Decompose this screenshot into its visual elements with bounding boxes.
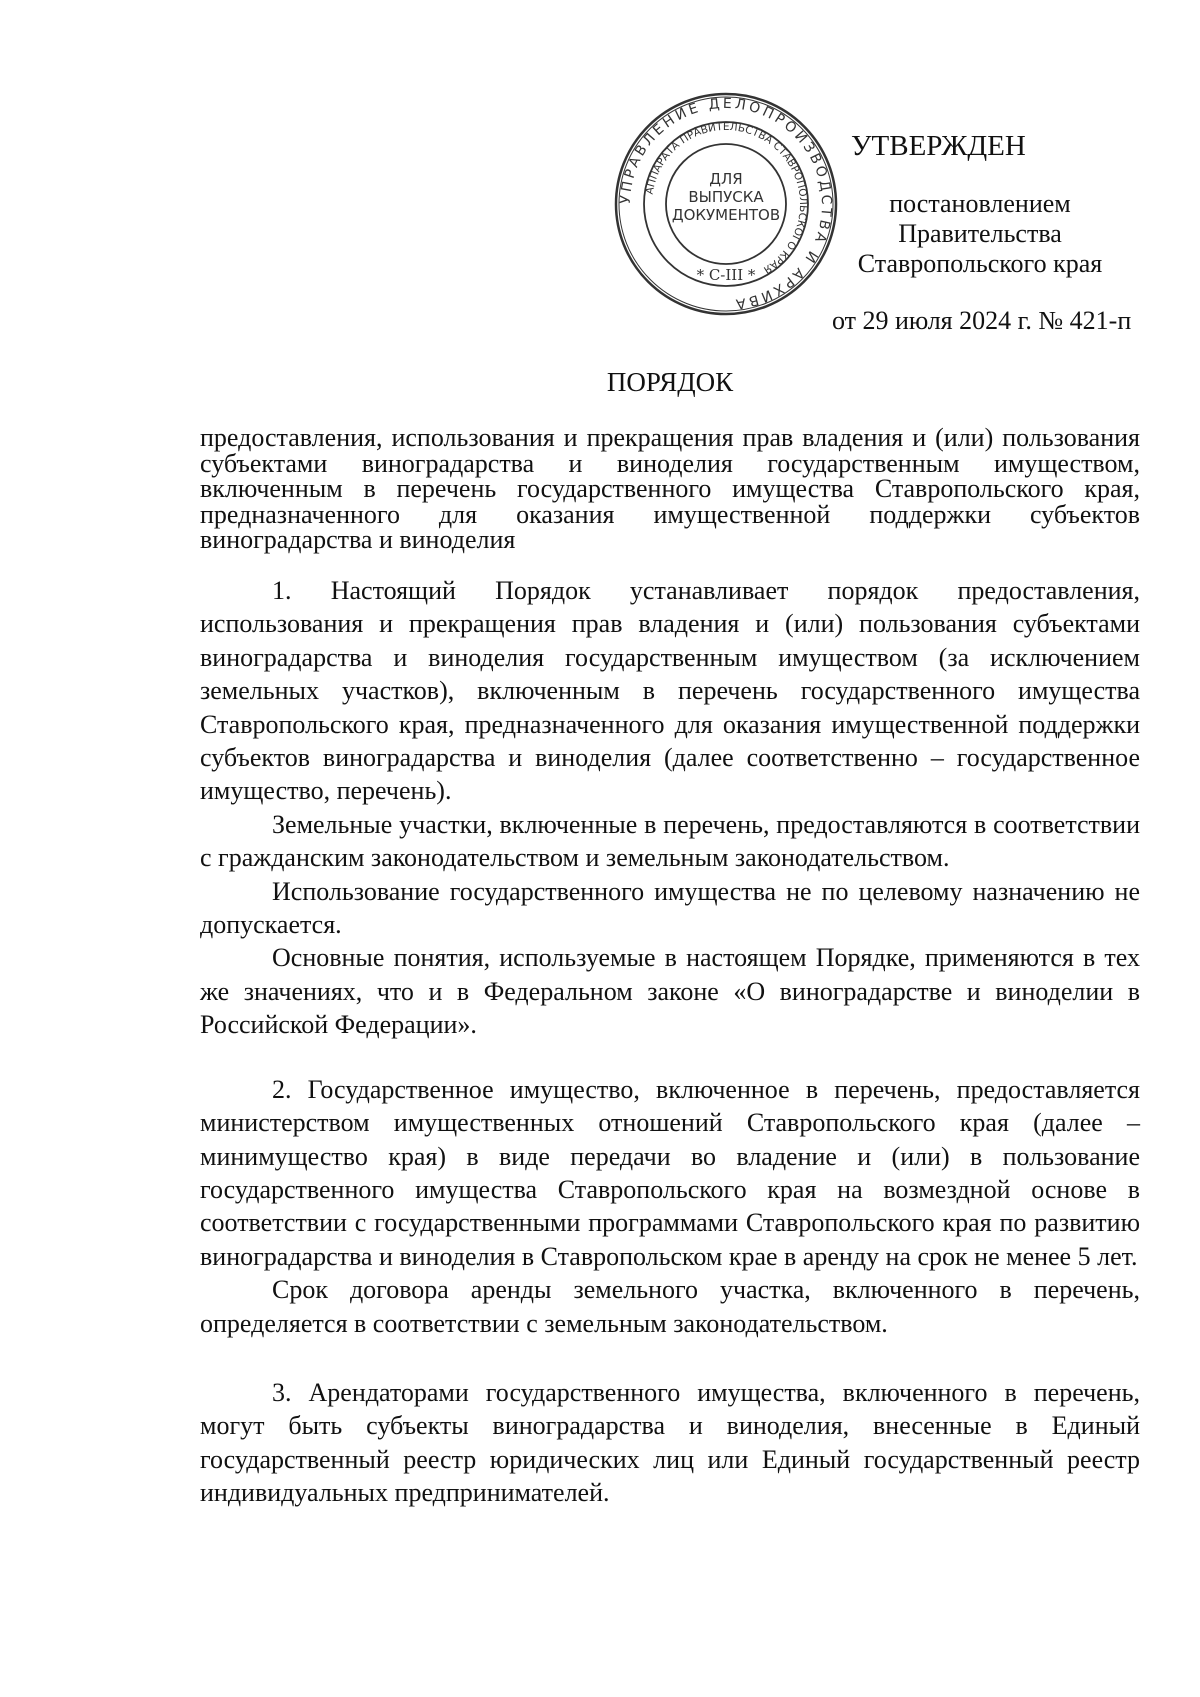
svg-text:ВЫПУСКА: ВЫПУСКА — [688, 188, 764, 206]
svg-text:УПРАВЛЕНИЕ ДЕЛОПРОИЗВОДСТВА И: УПРАВЛЕНИЕ ДЕЛОПРОИЗВОДСТВА И АРХИВА — [617, 95, 835, 312]
stamp-seal-icon — [612, 90, 840, 318]
official-stamp — [612, 90, 840, 318]
approval-date: от 29 июля 2024 г. № 421-п — [832, 306, 1132, 335]
paragraph-2: 2. Государственное имущество, включенное в перечень, предоставляется министерством имущественных отношений Ставропольского края (далее – минимущество края) в виде передачи во владение и (или) в пользование государственного имущества Ставропольского края на возмездной основе в соответствии с государственными программами Ставропольского края по развитию виноградарства и виноделия в Ставропольском крае в аренду на срок не менее 5 лет. — [200, 1074, 1140, 1271]
approval-region-line: Ставропольского края — [857, 249, 1103, 278]
paragraph-1-terms: Основные понятия, используемые в настоящем Порядке, применяются в тех же значениях, что и в Федеральном законе «О виноградарстве и виноделии в Российской Федерации». — [200, 943, 1140, 1040]
approved-title: УТВЕРЖДЕН — [851, 130, 1026, 162]
paragraph-3: 3. Арендаторами государственного имущества, включенного в перечень, могут быть субъекты виноградарства и виноделия, внесенные в Единый государственный реестр юридических лиц или Единый государственный реестр индивидуальных предпринимателей. — [200, 1377, 1140, 1508]
document-body — [200, 574, 1140, 1510]
paragraph-2-term: Срок договора аренды земельного участка, включенного в перечень, определяется в соответствии с земельным законодательством. — [200, 1275, 1140, 1338]
document-title: ПОРЯДОК — [606, 367, 734, 397]
paragraph-1-usage: Использование государственного имущества не по целевому назначению не допускается. — [200, 876, 1140, 940]
svg-text:ДЛЯ: ДЛЯ — [709, 170, 743, 188]
paragraph-1: 1. Настоящий Порядок устанавливает порядок предоставления, использования и прекращения прав владения и (или) пользования субъектами виноградарства и виноделия государственным имуществом (за исключением земельных участков), включенным в перечень государственного имущества Ставропольского края, предназначенного для оказания имущественной поддержки субъектов виноградарства и виноделия (далее соответственно – государственное имущество, перечень). — [200, 576, 1140, 806]
approval-block — [810, 128, 1150, 336]
paragraph-1-land: Земельные участки, включенные в перечень, предоставляются в соответствии с гражданским законодательством и земельным законодательством. — [200, 809, 1140, 873]
approval-decree-line: постановлением Правительства — [889, 189, 1071, 248]
svg-text:* С-III *: * С-III * — [696, 266, 756, 284]
document-subtitle: предоставления, использования и прекращения прав владения и (или) пользования субъектами виноградарства и виноделия государственным имуществом, включенным в перечень государственного имущества Ставропольского края, предназначенного для оказания имущественной поддержки субъектов виноградарства и виноделия — [200, 423, 1140, 554]
svg-text:ДОКУМЕНТОВ: ДОКУМЕНТОВ — [671, 206, 781, 224]
svg-text:АППАРАТА ПРАВИТЕЛЬСТВА СТАВРОП: АППАРАТА ПРАВИТЕЛЬСТВА СТАВРОПОЛЬСКОГО КРАЯ — [643, 120, 810, 276]
